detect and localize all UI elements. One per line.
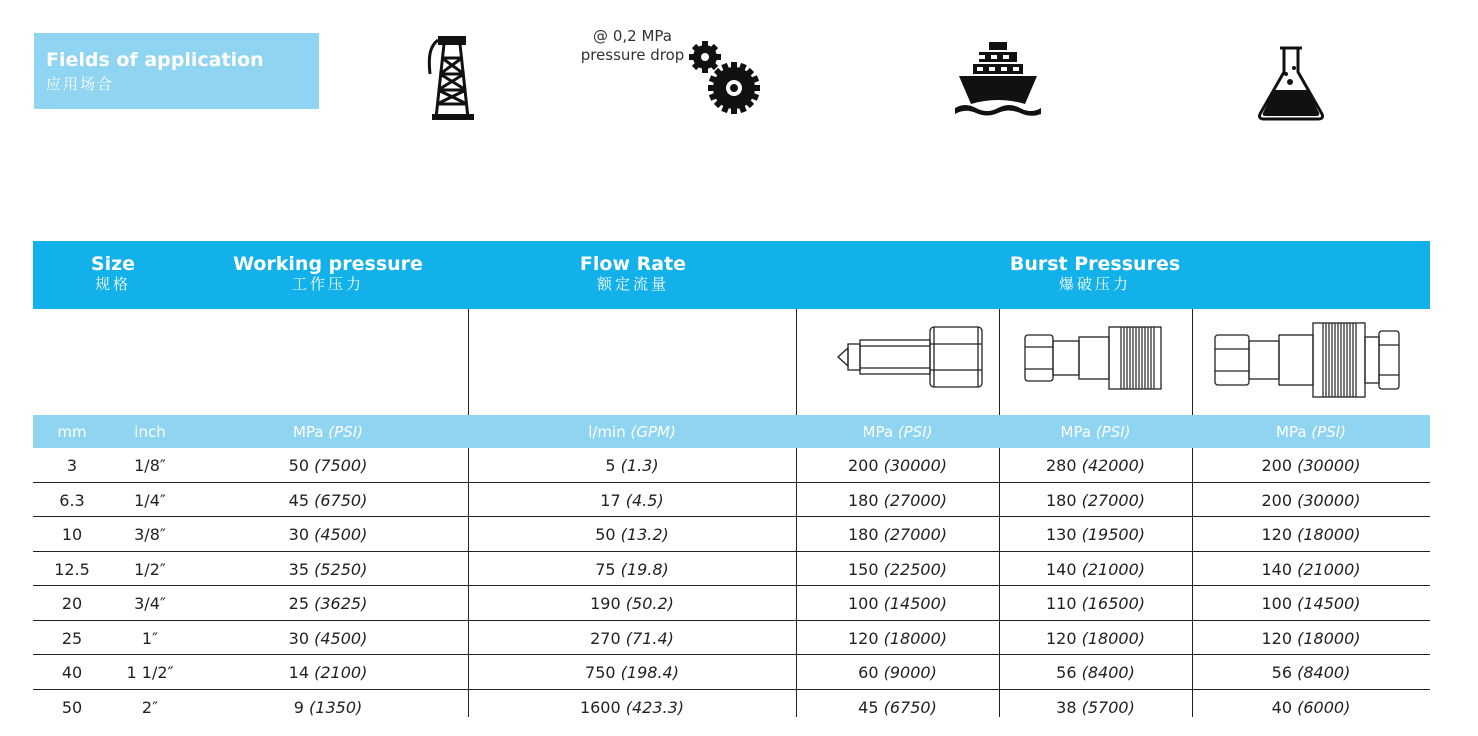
header-working-pressure-zh: 工作压力	[291, 275, 364, 293]
male-coupler-image	[834, 324, 986, 390]
cell-b2: 110 (16500)	[1045, 594, 1146, 613]
header-flow-rate	[533, 253, 733, 293]
table-row	[33, 621, 1430, 656]
cell-b3: 200 (30000)	[1261, 456, 1361, 475]
cell-wp: 30 (4500)	[288, 628, 368, 648]
cell-wp: 45 (6750)	[288, 490, 368, 510]
chemistry-flask-icon	[1256, 44, 1326, 122]
cell-flow: 17 (4.5)	[600, 490, 664, 510]
cell-mm: 40	[61, 663, 83, 682]
unit-burst-coupled: MPa (PSI)	[1276, 423, 1346, 441]
table-row	[33, 517, 1430, 552]
cell-b3: 120 (18000)	[1261, 525, 1361, 544]
cell-wp: 30 (4500)	[288, 525, 368, 544]
cell-inch: 1 1/2″	[126, 663, 174, 682]
unit-working-pressure: MPa (PSI)	[293, 423, 363, 441]
cell-mm: 3	[66, 456, 78, 475]
divider	[796, 309, 797, 415]
cell-inch: 2″	[141, 697, 159, 717]
cell-b2: 280 (42000)	[1045, 456, 1146, 475]
cell-b3: 200 (30000)	[1261, 490, 1361, 510]
cell-b1: 180 (27000)	[847, 525, 948, 544]
cell-b1: 150 (22500)	[847, 559, 948, 579]
divider	[1192, 448, 1193, 717]
ship-icon	[955, 40, 1041, 116]
header-size	[63, 253, 163, 293]
cell-b2: 120 (18000)	[1045, 628, 1146, 648]
cell-b2: 130 (19500)	[1045, 525, 1146, 544]
cell-b3: 56 (8400)	[1271, 663, 1351, 682]
table-row	[33, 690, 1430, 724]
unit-flow-rate: l/min (GPM)	[588, 423, 676, 441]
header-size-en: Size	[90, 253, 136, 275]
cell-inch: 1″	[141, 628, 159, 648]
pressure-drop-line2: pressure drop	[580, 46, 685, 64]
cell-mm: 20	[61, 594, 83, 613]
cell-flow: 1600 (423.3)	[579, 697, 685, 717]
cell-b1: 45 (6750)	[858, 697, 937, 717]
header-flow-rate-en: Flow Rate	[579, 253, 687, 275]
cell-b1: 200 (30000)	[847, 456, 948, 475]
fields-title-zh: 应用场合	[46, 75, 115, 93]
unit-burst-male: MPa (PSI)	[862, 423, 933, 441]
header-flow-rate-zh: 额定流量	[596, 275, 669, 293]
table-header	[33, 241, 1430, 309]
unit-inch: inch	[134, 423, 166, 441]
cell-b2: 56 (8400)	[1056, 663, 1135, 682]
cell-mm: 10	[61, 525, 83, 544]
units-row	[33, 415, 1430, 448]
cell-wp: 25 (3625)	[288, 594, 368, 613]
cell-flow: 190 (50.2)	[590, 594, 674, 613]
cell-flow: 270 (71.4)	[590, 628, 674, 648]
cell-b3: 140 (21000)	[1261, 559, 1361, 579]
cell-b1: 180 (27000)	[847, 490, 948, 510]
header-burst-pressures-zh: 爆破压力	[1058, 275, 1131, 293]
divider	[999, 309, 1000, 415]
unit-mm: mm	[57, 423, 87, 441]
cell-mm: 6.3	[59, 490, 85, 510]
cell-b2: 140 (21000)	[1045, 559, 1146, 579]
cell-b3: 120 (18000)	[1261, 628, 1361, 648]
fields-title-en: Fields of application	[46, 49, 264, 71]
divider	[796, 448, 797, 717]
header-burst-pressures	[975, 253, 1215, 293]
unit-burst-female: MPa (PSI)	[1060, 423, 1131, 441]
table-row	[33, 448, 1430, 483]
fields-of-application-box	[34, 33, 319, 109]
pressure-drop-line1: @ 0,2 MPa	[593, 27, 672, 45]
cell-wp: 14 (2100)	[288, 663, 368, 682]
cell-b2: 180 (27000)	[1045, 490, 1146, 510]
cell-flow: 75 (19.8)	[595, 559, 669, 579]
table-row	[33, 552, 1430, 587]
cell-wp: 50 (7500)	[288, 456, 368, 475]
cell-b3: 40 (6000)	[1271, 697, 1351, 717]
cell-b1: 60 (9000)	[858, 663, 937, 682]
cell-flow: 50 (13.2)	[595, 525, 669, 544]
header-burst-pressures-en: Burst Pressures	[1009, 253, 1181, 275]
divider	[468, 309, 469, 415]
coupled-assembly-image	[1213, 321, 1403, 399]
cell-inch: 3/4″	[134, 594, 166, 613]
header-working-pressure	[203, 253, 453, 293]
cell-wp: 35 (5250)	[288, 559, 368, 579]
cell-inch: 1/8″	[134, 456, 166, 475]
cell-mm: 25	[61, 628, 83, 648]
cell-inch: 1/4″	[134, 490, 166, 510]
cell-wp: 9 (1350)	[293, 697, 363, 717]
cell-b2: 38 (5700)	[1056, 697, 1135, 717]
divider	[1192, 309, 1193, 415]
table-row	[33, 586, 1430, 621]
cell-flow: 5 (1.3)	[605, 456, 659, 475]
cell-b3: 100 (14500)	[1261, 594, 1361, 613]
cell-inch: 1/2″	[134, 559, 166, 579]
pressure-drop-note	[469, 27, 796, 65]
cell-b1: 120 (18000)	[847, 628, 948, 648]
cell-b1: 100 (14500)	[847, 594, 948, 613]
divider	[999, 448, 1000, 717]
female-coupler-image	[1023, 325, 1163, 391]
cell-mm: 50	[61, 697, 83, 717]
table-row	[33, 483, 1430, 518]
divider	[468, 448, 469, 717]
table-row	[33, 655, 1430, 690]
cell-mm: 12.5	[54, 559, 90, 579]
cell-inch: 3/8″	[134, 525, 166, 544]
header-size-zh: 规格	[94, 275, 131, 293]
header-working-pressure-en: Working pressure	[233, 253, 423, 275]
data-table-body	[33, 448, 1430, 723]
cell-flow: 750 (198.4)	[585, 663, 679, 682]
